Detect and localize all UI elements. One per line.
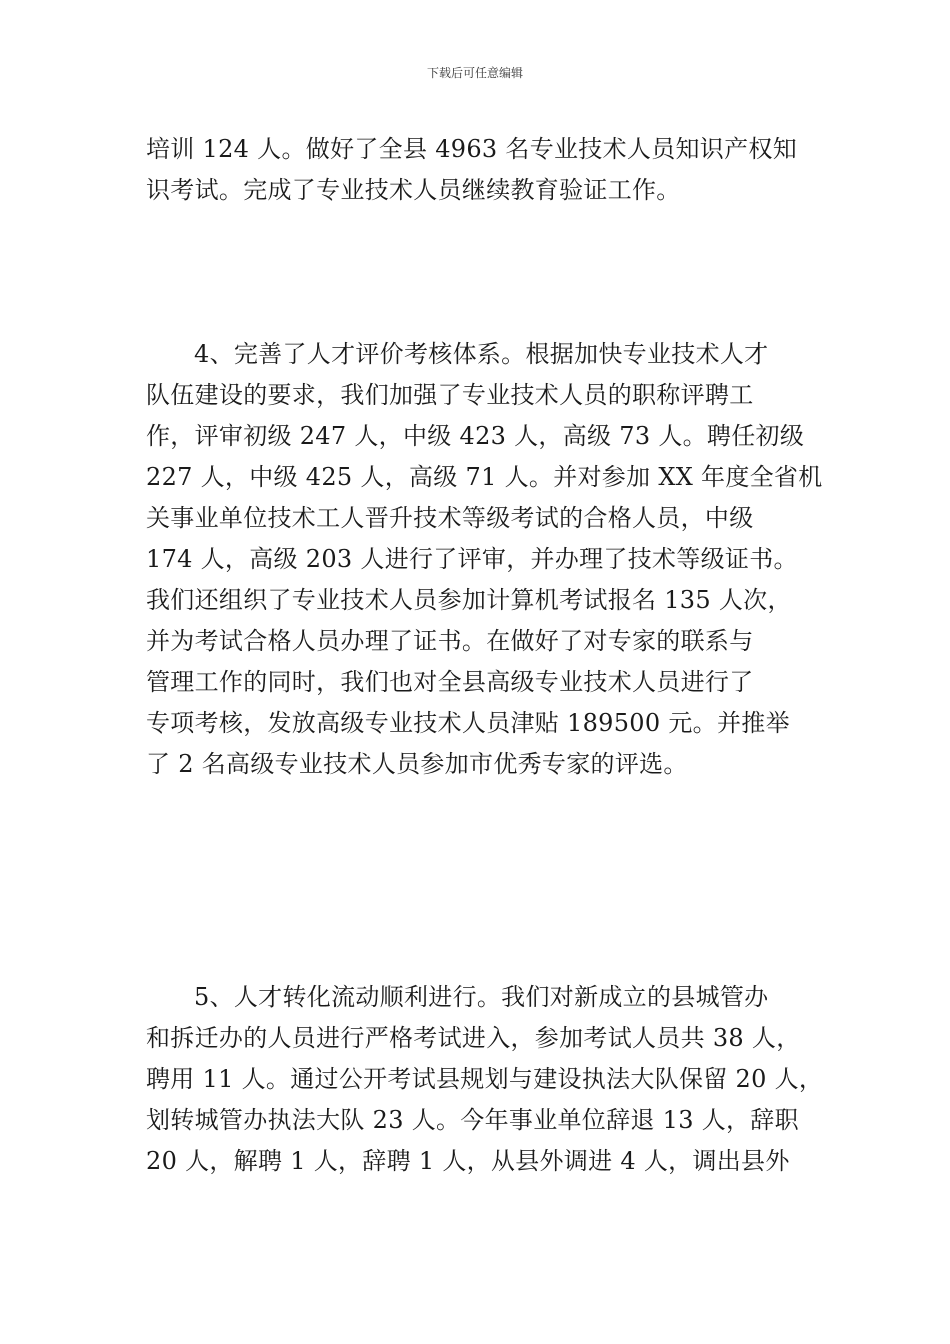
paragraph-line: 20 人，解聘 1 人，辞聘 1 人，从县外调进 4 人，调出县外 [146,1147,790,1175]
paragraph-talent-mobility [146,977,824,1182]
paragraph-line: 4、完善了人才评价考核体系。根据加快专业技术人才 [194,340,769,368]
paragraph-line: 174 人，高级 203 人进行了评审，并办理了技术等级证书。 [146,545,798,573]
paragraph-line: 管理工作的同时，我们也对全县高级专业技术人员进行了 [146,668,754,696]
paragraph-line: 和拆迁办的人员进行严格考试进入，参加考试人员共 38 人， [146,1024,801,1052]
paragraph-line: 我们还组织了专业技术人员参加计算机考试报名 135 人次， [146,586,792,614]
paragraph-line: 聘用 11 人。通过公开考试县规划与建设执法大队保留 20 人， [146,1065,824,1093]
paragraph-line: 作，评审初级 247 人，中级 423 人，高级 73 人。聘任初级 [146,422,805,450]
page-header-note: 下载后可任意编辑 [426,66,523,80]
paragraph-line: 了 2 名高级专业技术人员参加市优秀专家的评选。 [146,750,688,778]
paragraph-talent-evaluation [146,334,823,785]
paragraph-line: 划转城管办执法大队 23 人。今年事业单位辞退 13 人，辞职 [146,1106,799,1134]
paragraph-line: 队伍建设的要求，我们加强了专业技术人员的职称评聘工 [146,381,754,409]
paragraph-training [146,129,816,211]
paragraph-line: 专项考核，发放高级专业技术人员津贴 189500 元。并推举 [146,709,790,737]
paragraph-line: 227 人，中级 425 人，高级 71 人。并对参加 XX 年度全省机 [146,463,823,491]
paragraph-line: 培训 124 人。做好了全县 4963 名专业技术人员知识产权知 [146,135,798,163]
paragraph-line: 关事业单位技术工人晋升技术等级考试的合格人员，中级 [146,504,754,532]
paragraph-line: 并为考试合格人员办理了证书。在做好了对专家的联系与 [146,627,754,655]
paragraph-line: 识考试。完成了专业技术人员继续教育验证工作。 [146,176,681,204]
paragraph-line: 5、人才转化流动顺利进行。我们对新成立的县城管办 [194,983,769,1011]
